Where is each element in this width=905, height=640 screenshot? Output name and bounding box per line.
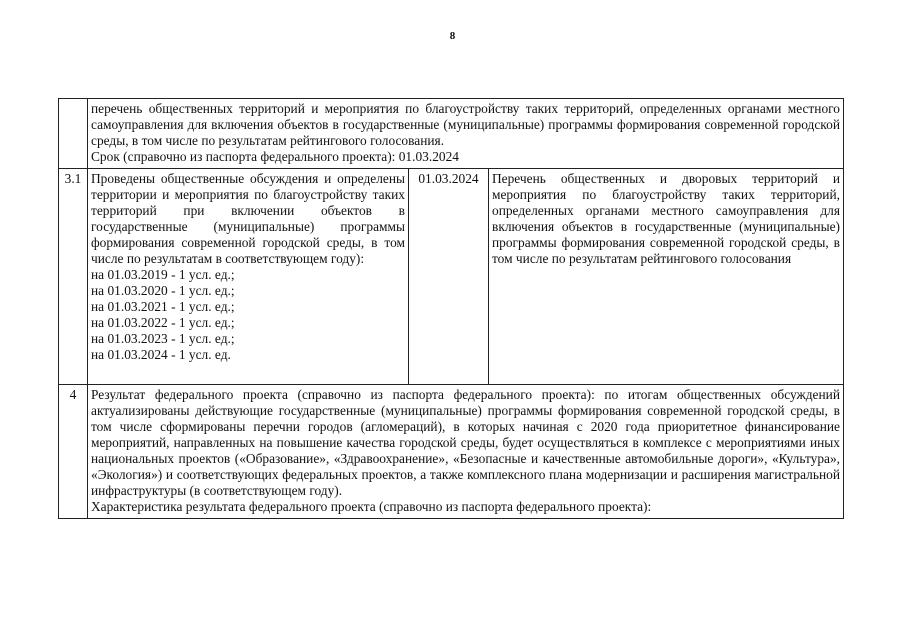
table-row (59, 99, 844, 169)
row-number-cell: 4 (59, 385, 88, 519)
project-result-text: Результат федерального проекта (справочно из паспорта федерального проекта): по итогам общественных обсуждений актуализированы действующие государственные (муниципальные) программы формирования современной городской среды, в том числе сформированы перечни городов (агломераций), в которых начиная с 2020 года приоритетное финансирование мероприятий, направленных на повышение качества городской среды, будет осуществляться в комплексе с мероприятиями иных национальных проектов («Образование», «Здравоохранение», «Безопасные и качественные автомобильные дороги», «Культура», «Экология») и соответствующих федеральных проектов, а также комплексного плана модернизации и расширения магистральной инфраструктуры (в соответствующем году). (91, 387, 840, 498)
deadline-text: Срок (справочно из паспорта федерального проекта): 01.03.2024 (91, 149, 459, 164)
description-text: Проведены общественные обсуждения и определены территории и мероприятия по благоустройству таких территорий при включении объектов в государственные (муниципальные) программы формирования современной городской среды, в том числе по результатам в соответствующем году): (91, 171, 405, 266)
characteristic-text: Характеристика результата федерального проекта (справочно из паспорта федерального проекта): (91, 499, 652, 514)
date-cell: 01.03.2024 (409, 169, 489, 385)
year-target: на 01.03.2021 - 1 усл. ед.; (91, 299, 235, 314)
row-number-cell (59, 99, 88, 169)
row-number-cell: 3.1 (59, 169, 88, 385)
year-target: на 01.03.2020 - 1 усл. ед.; (91, 283, 235, 298)
year-target: на 01.03.2019 - 1 усл. ед.; (91, 267, 235, 282)
federal-project-text-cell (88, 99, 844, 169)
result-cell: Перечень общественных и дворовых территорий и мероприятия по благоустройству таких территорий, определенных органами местного самоуправления для включения объектов в государственные (муниципальные) программы формирования современной городской среды, в том числе по результатам рейтингового голосования (489, 169, 844, 385)
table-row (59, 169, 844, 385)
table-row (59, 385, 844, 519)
year-target: на 01.03.2024 - 1 усл. ед. (91, 347, 231, 362)
project-result-cell (88, 385, 844, 519)
description-cell (88, 169, 409, 385)
document-table (58, 98, 844, 519)
year-target: на 01.03.2023 - 1 усл. ед.; (91, 331, 235, 346)
territories-list-text: перечень общественных территорий и мероприятия по благоустройству таких территорий, определенных органами местного самоуправления для включения объектов в государственные (муниципальные) программы формирования современной городской среды, в том числе по результатам рейтингового голосования. (91, 101, 840, 148)
page-number: 8 (449, 30, 456, 42)
year-target: на 01.03.2022 - 1 усл. ед.; (91, 315, 235, 330)
